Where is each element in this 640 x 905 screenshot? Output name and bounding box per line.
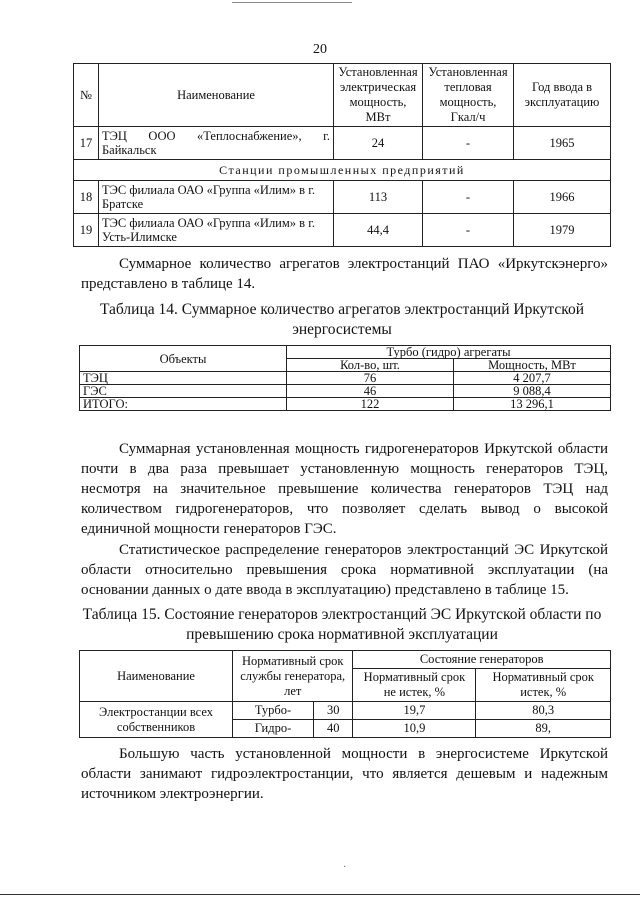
table-header-row bbox=[74, 64, 611, 127]
row-not-expired: 19,7 bbox=[353, 702, 476, 720]
row-number: 18 bbox=[74, 181, 99, 214]
paragraph-4: Большую часть установленной мощности в энергосистеме Иркутской области занимают гидроэлектростанции, что является дешевым и надежным источником электроэнергии. bbox=[81, 746, 608, 802]
units-table bbox=[79, 345, 611, 411]
table-row bbox=[74, 214, 611, 247]
paragraph-2: Суммарная установленная мощность гидрогенераторов Иркутской области почти в два раза превышает установленную мощность генераторов ТЭЦ, несмотря на значительное превышение количества генераторов ТЭЦ над количеством гидрогенераторов, что позволяет сделать вывод о высокой единичной мощности генераторов ГЭС. bbox=[81, 441, 608, 537]
row-years: 30 bbox=[314, 702, 353, 720]
row-object: ИТОГО: bbox=[80, 398, 287, 411]
col-group: Турбо (гидро) агрегаты bbox=[287, 346, 611, 359]
row-name: ТЭЦ ООО «Теплоснабжение», г. Байкальск bbox=[99, 127, 334, 160]
row-power: 13 296,1 bbox=[454, 398, 611, 411]
row-electric: 113 bbox=[334, 181, 423, 214]
row-heat: - bbox=[423, 127, 514, 160]
row-count: 76 bbox=[287, 372, 454, 385]
row-count: 46 bbox=[287, 385, 454, 398]
row-year: 1965 bbox=[514, 127, 611, 160]
row-not-expired: 10,9 bbox=[353, 720, 476, 738]
row-year: 1966 bbox=[514, 181, 611, 214]
col-name: Наименование bbox=[99, 64, 334, 127]
bottom-rule bbox=[0, 894, 640, 895]
row-count: 122 bbox=[287, 398, 454, 411]
page-number: 20 bbox=[313, 42, 327, 57]
col-name: Наименование bbox=[80, 651, 233, 702]
table-row bbox=[80, 385, 611, 398]
row-expired: 80,3 bbox=[476, 702, 611, 720]
row-heat: - bbox=[423, 214, 514, 247]
col-number: № bbox=[74, 64, 99, 127]
paragraph-3: Статистическое распределение генераторов электростанций ЭС Иркутской области относительно превышения срока нормативной эксплуатации (на основании данных о дате ввода в эксплуатацию) представлено в таблице 15. bbox=[81, 542, 608, 598]
col-not-expired: Нормативный срок не истек, % bbox=[353, 669, 476, 702]
row-number: 17 bbox=[74, 127, 99, 160]
row-name-line-2: собственников bbox=[116, 719, 196, 734]
table-15-caption: Таблица 15. Состояние генераторов электростанций ЭС Иркутской области по превышению срока нормативной эксплуатации bbox=[82, 606, 602, 643]
row-type: Турбо- bbox=[233, 702, 314, 720]
table-header-row bbox=[80, 651, 611, 669]
col-count: Кол-во, шт. bbox=[287, 359, 454, 372]
power-stations-table bbox=[73, 63, 611, 247]
row-heat: - bbox=[423, 181, 514, 214]
table-row bbox=[74, 181, 611, 214]
col-term: Нормативный срок службы генератора, лет bbox=[233, 651, 353, 702]
row-name: ТЭС филиала ОАО «Группа «Илим» в г. Усть-Илимске bbox=[99, 214, 334, 247]
row-type: Гидро- bbox=[233, 720, 314, 738]
table-row bbox=[80, 372, 611, 385]
row-electric: 24 bbox=[334, 127, 423, 160]
row-year: 1979 bbox=[514, 214, 611, 247]
row-electric: 44,4 bbox=[334, 214, 423, 247]
row-power: 9 088,4 bbox=[454, 385, 611, 398]
row-number: 19 bbox=[74, 214, 99, 247]
generator-state-table bbox=[79, 650, 611, 738]
table-14-caption: Таблица 14. Суммарное количество агрегатов электростанций Иркутской энергосистемы bbox=[99, 301, 585, 338]
row-expired: 89, bbox=[476, 720, 611, 738]
table-row-total bbox=[80, 398, 611, 411]
section-row bbox=[74, 160, 611, 181]
col-expired: Нормативный срок истек, % bbox=[476, 669, 611, 702]
row-name bbox=[80, 702, 233, 738]
col-power: Мощность, МВт bbox=[454, 359, 611, 372]
row-object: ГЭС bbox=[80, 385, 287, 398]
col-objects: Объекты bbox=[80, 346, 287, 372]
row-power: 4 207,7 bbox=[454, 372, 611, 385]
scan-mark: · bbox=[343, 862, 347, 873]
row-object: ТЭЦ bbox=[80, 372, 287, 385]
col-electric-power: Установленная электрическая мощность, МВт bbox=[334, 64, 423, 127]
col-heat-power: Установленная тепловая мощность, Гкал/ч bbox=[423, 64, 514, 127]
row-name: ТЭС филиала ОАО «Группа «Илим» в г. Братске bbox=[99, 181, 334, 214]
table-header-row bbox=[80, 346, 611, 359]
top-rule bbox=[232, 2, 352, 3]
table-row bbox=[80, 702, 611, 720]
table-row bbox=[74, 127, 611, 160]
row-years: 40 bbox=[314, 720, 353, 738]
section-title: Станции промышленных предприятий bbox=[74, 160, 611, 181]
col-year: Год ввода в эксплуатацию bbox=[514, 64, 611, 127]
col-state: Состояние генераторов bbox=[353, 651, 611, 669]
paragraph-1: Суммарное количество агрегатов электростанций ПАО «Иркутскэнерго» представлено в таблице 14. bbox=[81, 256, 608, 292]
row-name-line-1: Электростанции всех bbox=[99, 704, 213, 719]
